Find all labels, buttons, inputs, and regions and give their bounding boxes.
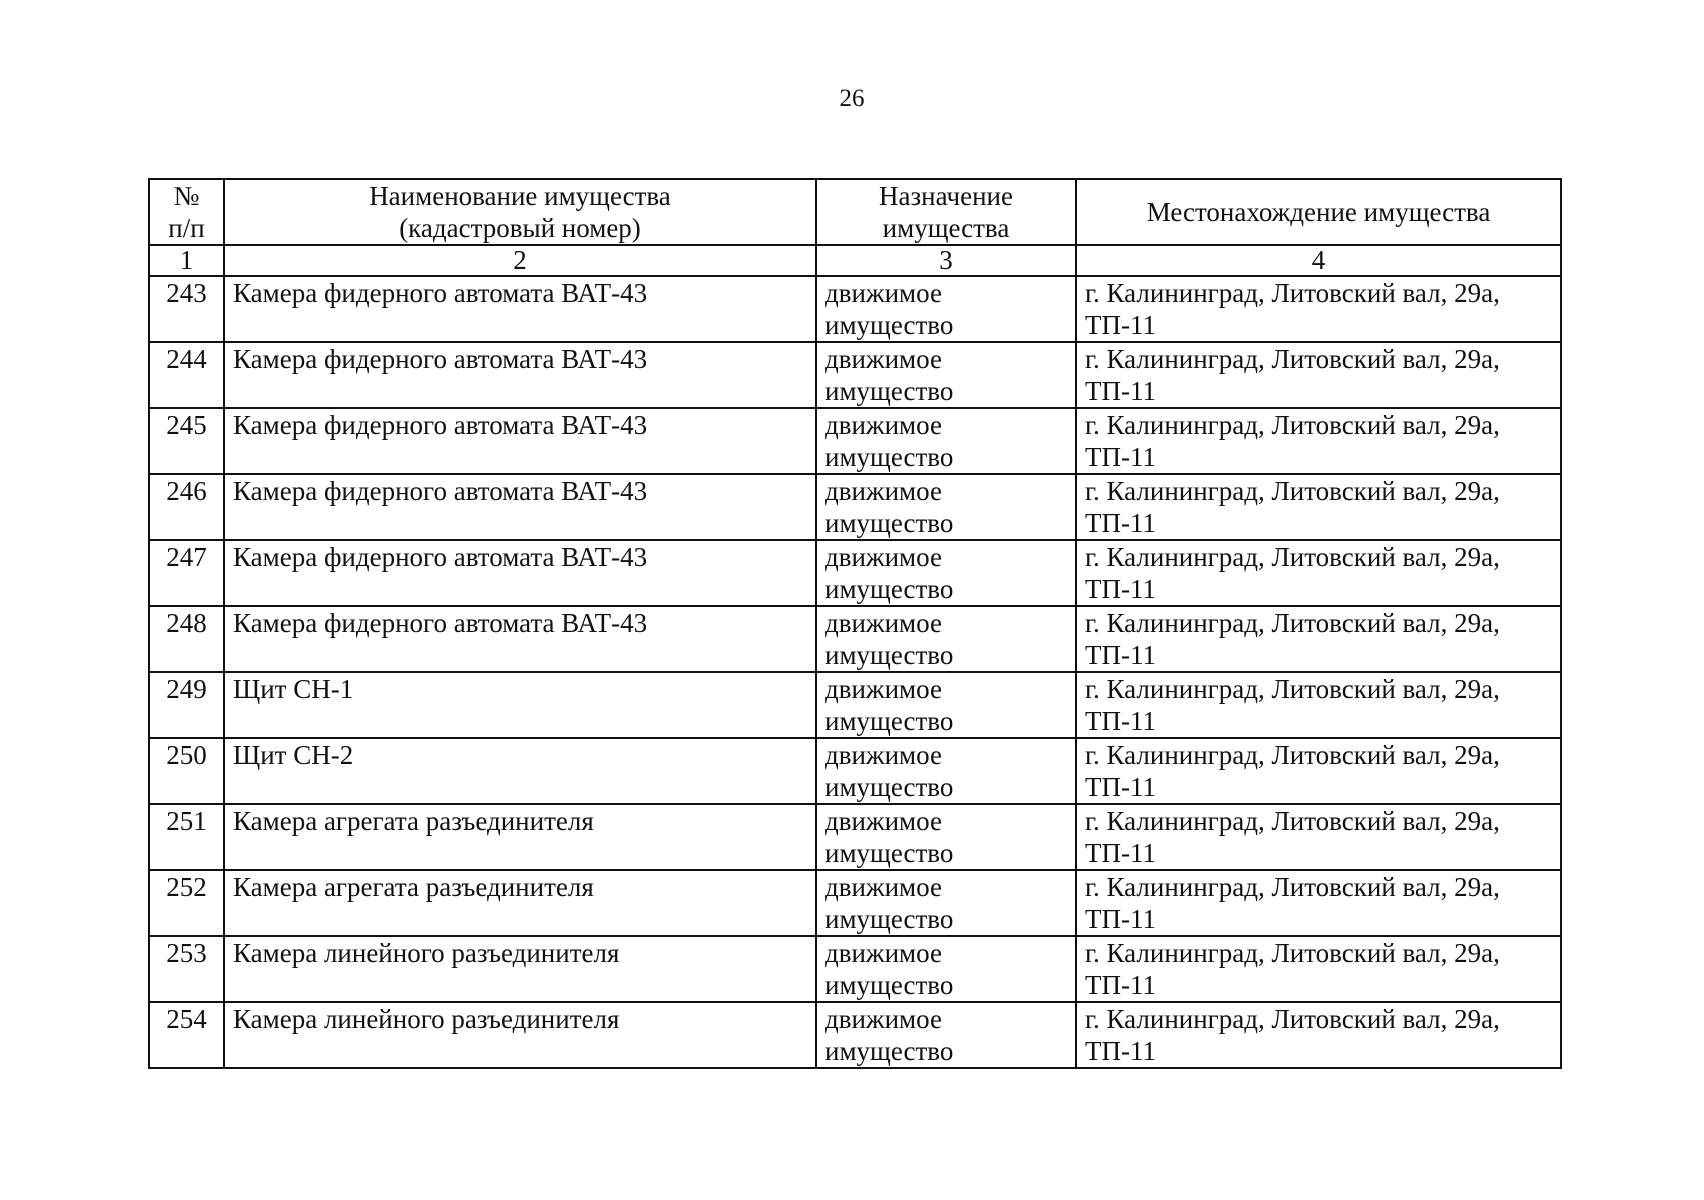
property-name: Камера агрегата разъединителя	[224, 804, 816, 870]
property-location	[1076, 408, 1561, 474]
table-row	[149, 1002, 1561, 1068]
purpose-line: имущество	[825, 772, 954, 802]
location-line: г. Калининград, Литовский вал, 29а,	[1085, 674, 1500, 704]
purpose-line: движимое	[825, 806, 942, 836]
purpose-line: имущество	[825, 442, 954, 472]
row-number: 250	[149, 738, 224, 804]
column-number: 2	[224, 245, 816, 276]
property-purpose	[816, 1002, 1076, 1068]
row-number: 254	[149, 1002, 224, 1068]
row-number: 252	[149, 870, 224, 936]
purpose-line: имущество	[825, 1036, 954, 1066]
column-number-row	[149, 245, 1561, 276]
purpose-line: имущество	[825, 574, 954, 604]
property-location	[1076, 606, 1561, 672]
property-purpose	[816, 606, 1076, 672]
table-row	[149, 474, 1561, 540]
row-number: 251	[149, 804, 224, 870]
property-purpose	[816, 342, 1076, 408]
table-row	[149, 540, 1561, 606]
property-purpose	[816, 870, 1076, 936]
purpose-line: движимое	[825, 1004, 942, 1034]
purpose-line: имущество	[825, 310, 954, 340]
purpose-line: имущество	[825, 508, 954, 538]
location-line: ТП-11	[1085, 508, 1156, 538]
table-row	[149, 870, 1561, 936]
location-line: г. Калининград, Литовский вал, 29а,	[1085, 344, 1500, 374]
purpose-line: движимое	[825, 872, 942, 902]
location-line: г. Калининград, Литовский вал, 29а,	[1085, 806, 1500, 836]
location-line: ТП-11	[1085, 640, 1156, 670]
table-row	[149, 738, 1561, 804]
location-line: ТП-11	[1085, 904, 1156, 934]
header-name	[224, 179, 816, 245]
row-number: 245	[149, 408, 224, 474]
purpose-line: движимое	[825, 278, 942, 308]
property-name: Камера фидерного автомата ВАТ-43	[224, 474, 816, 540]
table-header-row	[149, 179, 1561, 245]
property-purpose	[816, 276, 1076, 342]
table-row	[149, 606, 1561, 672]
row-number: 253	[149, 936, 224, 1002]
property-name: Камера фидерного автомата ВАТ-43	[224, 276, 816, 342]
row-number: 247	[149, 540, 224, 606]
purpose-line: имущество	[825, 838, 954, 868]
property-purpose	[816, 672, 1076, 738]
header-purpose-line: Назначение	[879, 181, 1013, 211]
column-number: 4	[1076, 245, 1561, 276]
header-location-line: Местонахождение имущества	[1146, 197, 1491, 227]
property-name: Камера линейного разъединителя	[224, 936, 816, 1002]
location-line: ТП-11	[1085, 970, 1156, 1000]
property-location	[1076, 804, 1561, 870]
location-line: г. Калининград, Литовский вал, 29а,	[1085, 278, 1500, 308]
property-location	[1076, 474, 1561, 540]
property-location	[1076, 738, 1561, 804]
purpose-line: имущество	[825, 376, 954, 406]
page-number: 26	[839, 85, 865, 112]
property-purpose	[816, 474, 1076, 540]
property-purpose	[816, 540, 1076, 606]
location-line: г. Калининград, Литовский вал, 29а,	[1085, 608, 1500, 638]
header-num-line: №	[173, 181, 200, 211]
header-name-line: (кадастровый номер)	[399, 213, 641, 243]
property-name: Камера фидерного автомата ВАТ-43	[224, 408, 816, 474]
location-line: г. Калининград, Литовский вал, 29а,	[1085, 872, 1500, 902]
property-purpose	[816, 936, 1076, 1002]
purpose-line: движимое	[825, 740, 942, 770]
location-line: г. Калининград, Литовский вал, 29а,	[1085, 476, 1500, 506]
property-name: Щит СН-1	[224, 672, 816, 738]
property-location	[1076, 936, 1561, 1002]
property-location	[1076, 1002, 1561, 1068]
table-row	[149, 276, 1561, 342]
row-number: 248	[149, 606, 224, 672]
location-line: ТП-11	[1085, 706, 1156, 736]
property-name: Камера линейного разъединителя	[224, 1002, 816, 1068]
location-line: г. Калининград, Литовский вал, 29а,	[1085, 542, 1500, 572]
purpose-line: имущество	[825, 970, 954, 1000]
purpose-line: движимое	[825, 542, 942, 572]
property-purpose	[816, 738, 1076, 804]
property-purpose	[816, 804, 1076, 870]
header-location	[1076, 179, 1561, 245]
header-purpose	[816, 179, 1076, 245]
purpose-line: движимое	[825, 938, 942, 968]
purpose-line: движимое	[825, 608, 942, 638]
property-location	[1076, 870, 1561, 936]
location-line: ТП-11	[1085, 376, 1156, 406]
location-line: г. Калининград, Литовский вал, 29а,	[1085, 410, 1500, 440]
property-name: Щит СН-2	[224, 738, 816, 804]
property-location	[1076, 672, 1561, 738]
header-num	[149, 179, 224, 245]
location-line: ТП-11	[1085, 310, 1156, 340]
property-location	[1076, 540, 1561, 606]
row-number: 243	[149, 276, 224, 342]
property-location	[1076, 276, 1561, 342]
purpose-line: движимое	[825, 476, 942, 506]
row-number: 244	[149, 342, 224, 408]
purpose-line: движимое	[825, 410, 942, 440]
table-row	[149, 672, 1561, 738]
table-row	[149, 408, 1561, 474]
location-line: ТП-11	[1085, 442, 1156, 472]
row-number: 249	[149, 672, 224, 738]
location-line: ТП-11	[1085, 1036, 1156, 1066]
table-row	[149, 936, 1561, 1002]
header-name-line: Наименование имущества	[369, 181, 671, 211]
purpose-line: движимое	[825, 674, 942, 704]
row-number: 246	[149, 474, 224, 540]
location-line: ТП-11	[1085, 838, 1156, 868]
purpose-line: имущество	[825, 904, 954, 934]
location-line: г. Калининград, Литовский вал, 29а,	[1085, 938, 1500, 968]
table-row	[149, 342, 1561, 408]
location-line: г. Калининград, Литовский вал, 29а,	[1085, 1004, 1500, 1034]
property-location	[1076, 342, 1561, 408]
table-body	[149, 276, 1561, 1068]
table-row	[149, 804, 1561, 870]
column-number: 1	[149, 245, 224, 276]
property-name: Камера фидерного автомата ВАТ-43	[224, 606, 816, 672]
column-number: 3	[816, 245, 1076, 276]
property-name: Камера фидерного автомата ВАТ-43	[224, 342, 816, 408]
purpose-line: имущество	[825, 706, 954, 736]
location-line: ТП-11	[1085, 772, 1156, 802]
location-line: г. Калининград, Литовский вал, 29а,	[1085, 740, 1500, 770]
property-name: Камера агрегата разъединителя	[224, 870, 816, 936]
header-num-line: п/п	[168, 213, 205, 243]
location-line: ТП-11	[1085, 574, 1156, 604]
header-purpose-line: имущества	[882, 213, 1010, 243]
purpose-line: движимое	[825, 344, 942, 374]
purpose-line: имущество	[825, 640, 954, 670]
property-table	[148, 178, 1562, 1069]
property-purpose	[816, 408, 1076, 474]
property-name: Камера фидерного автомата ВАТ-43	[224, 540, 816, 606]
